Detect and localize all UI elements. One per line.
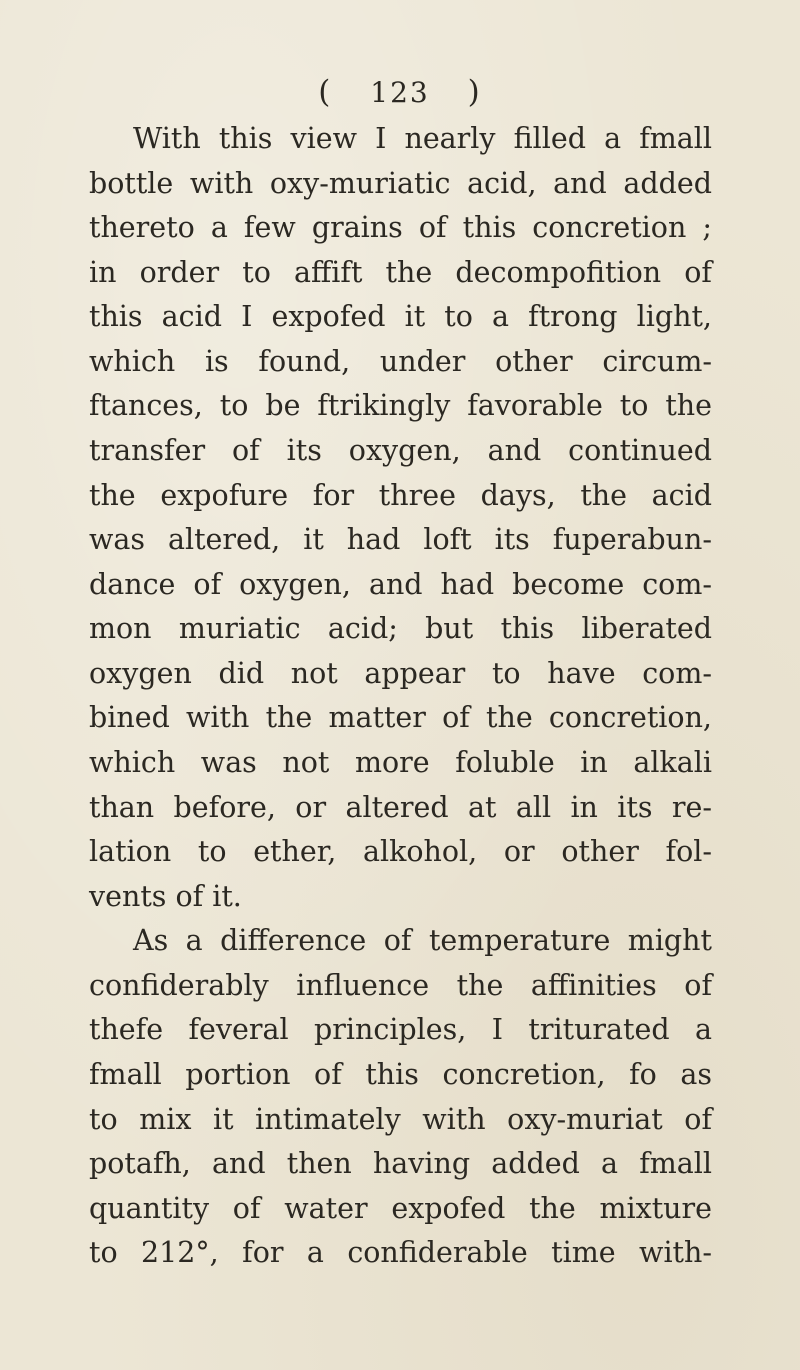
text-line: confiderably influence the affinities of	[89, 969, 712, 1002]
text-line: bottle with oxy-muriatic acid, and added	[89, 167, 712, 200]
text-line: bined with the matter of the concretion,	[89, 701, 712, 734]
text-line: was altered, it had loft its fuperabun-	[89, 523, 712, 556]
text-line: dance of oxygen, and had become com-	[89, 568, 712, 601]
text-line: thereto a few grains of this concretion ;	[89, 211, 712, 244]
text-line: With this view I nearly filled a fmall	[133, 122, 712, 155]
text-line: transfer of its oxygen, and continued	[89, 434, 712, 467]
text-line: in order to affift the decompofition of	[89, 256, 712, 289]
text-line: to mix it intimately with oxy-muriat of	[89, 1103, 712, 1136]
text-line: than before, or altered at all in its re-	[89, 791, 712, 824]
text-line: which is found, under other circum-	[89, 345, 712, 378]
text-line: vents of it.	[89, 880, 242, 913]
text-line: which was not more foluble in alkali	[89, 746, 712, 779]
header-open-paren: (	[318, 74, 333, 110]
text-line: As a difference of temperature might	[133, 924, 712, 957]
text-line: ftances, to be ftrikingly favorable to the	[89, 389, 712, 422]
text-line: lation to ether, alkohol, or other fol-	[89, 835, 712, 868]
page-number: 123	[370, 76, 430, 109]
text-line: the expofure for three days, the acid	[89, 479, 712, 512]
header-close-paren: )	[467, 74, 482, 110]
text-line: to 212°, for a confiderable time with-	[89, 1236, 712, 1269]
text-line: fmall portion of this concretion, fo as	[89, 1058, 712, 1091]
text-line: quantity of water expofed the mixture	[89, 1192, 712, 1225]
text-line: thefe feveral principles, I triturated a	[89, 1013, 712, 1046]
text-line: potafh, and then having added a fmall	[89, 1147, 712, 1180]
text-line: this acid I expofed it to a ftrong light,	[89, 300, 712, 333]
text-line: mon muriatic acid; but this liberated	[89, 612, 712, 645]
page-header	[300, 72, 500, 112]
text-line: oxygen did not appear to have com-	[89, 657, 712, 690]
